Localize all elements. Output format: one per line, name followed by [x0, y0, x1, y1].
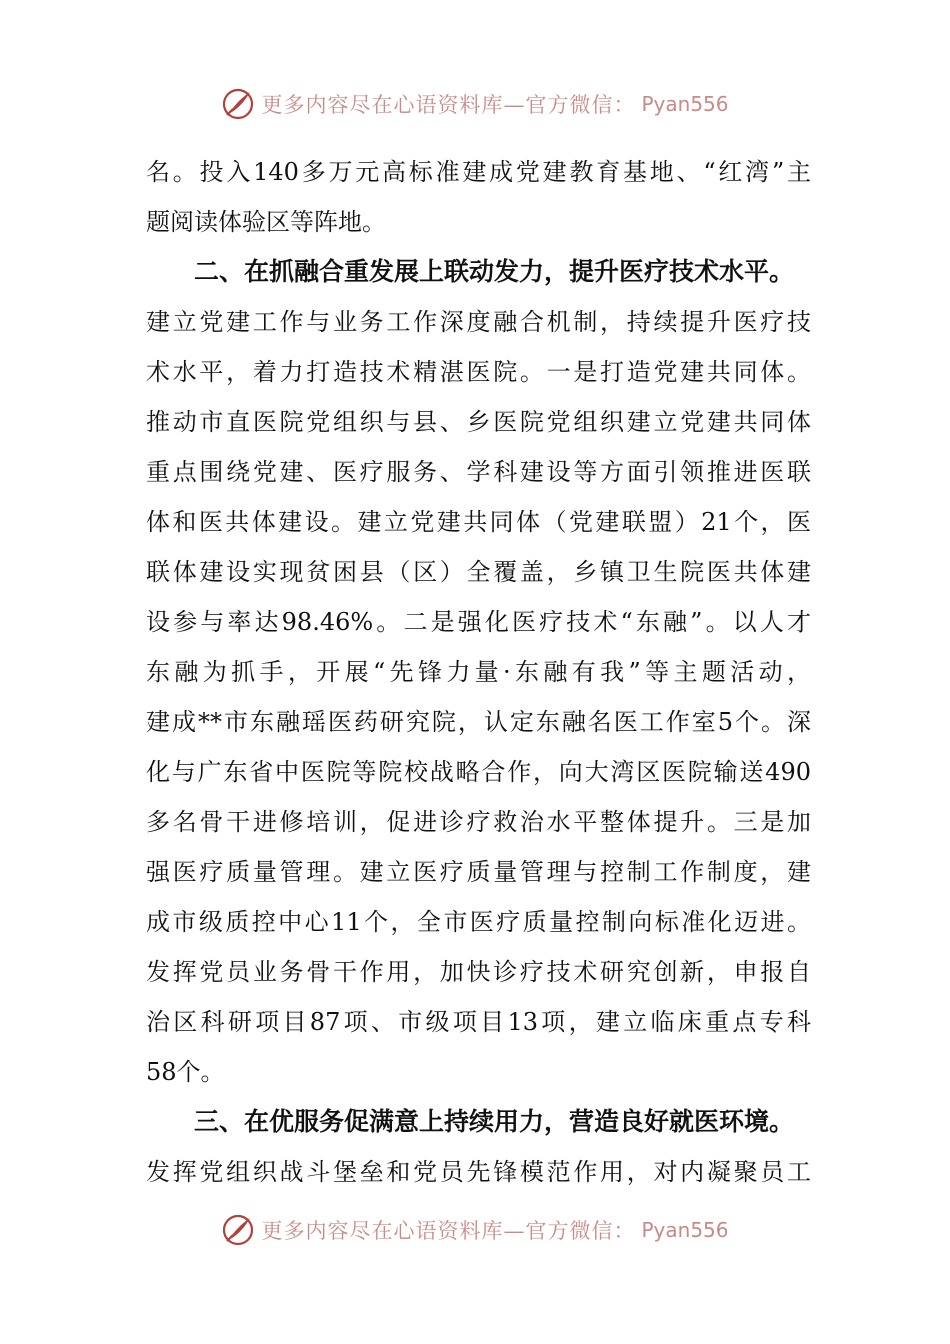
document-body — [146, 147, 811, 1197]
text-line: 重点围绕党建、医疗服务、学科建设等方面引领推进医联 — [146, 458, 811, 486]
watermark-text: 更多内容尽在心语资料库—官方微信： — [261, 93, 636, 117]
text-line: 强医疗质量管理。建立医疗质量管理与控制工作制度，建 — [146, 858, 811, 886]
text-line: 发挥党组织战斗堡垒和党员先锋模范作用，对内凝聚员工 — [146, 1158, 811, 1186]
text-line: 推动市直医院党组织与县、乡医院党组织建立党建共同体 — [146, 408, 811, 436]
text-line: 发挥党员业务骨干作用，加快诊疗技术研究创新，申报自 — [146, 958, 811, 986]
text-line: 题阅读体验区等阵地。 — [146, 208, 386, 236]
text-line: 术水平，着力打造技术精湛医院。一是打造党建共同体。 — [146, 358, 811, 386]
watermark-wechat-id: Pyan556 — [641, 92, 729, 116]
text-line: 58个。 — [146, 1058, 225, 1086]
quill-pen-logo-icon — [221, 1213, 255, 1247]
quill-pen-logo-icon — [221, 87, 255, 121]
watermark-text: 更多内容尽在心语资料库—官方微信： — [261, 1219, 636, 1243]
text-line: 东融为抓手，开展“先锋力量·东融有我”等主题活动， — [146, 658, 811, 686]
text-line: 治区科研项目87项、市级项目13项，建立临床重点专科 — [146, 1008, 811, 1036]
section-heading-2: 二、在抓融合重发展上联动发力，提升医疗技术水平。 — [194, 257, 795, 286]
text-line: 设参与率达98.46%。二是强化医疗技术“东融”。以人才 — [146, 608, 811, 636]
footer-watermark — [0, 1208, 950, 1252]
text-line: 名。投入140多万元高标准建成党建教育基地、“红湾”主 — [146, 158, 811, 186]
section-heading-3: 三、在优服务促满意上持续用力，营造良好就医环境。 — [194, 1107, 795, 1136]
text-line: 成市级质控中心11个，全市医疗质量控制向标准化迈进。 — [146, 908, 811, 936]
text-line: 建立党建工作与业务工作深度融合机制，持续提升医疗技 — [146, 308, 811, 336]
watermark-wechat-id: Pyan556 — [641, 1218, 729, 1242]
text-line: 联体建设实现贫困县（区）全覆盖，乡镇卫生院医共体建 — [146, 558, 811, 586]
text-line: 多名骨干进修培训，促进诊疗救治水平整体提升。三是加 — [146, 808, 811, 836]
text-line: 体和医共体建设。建立党建共同体（党建联盟）21个，医 — [146, 508, 811, 536]
header-watermark — [0, 82, 950, 126]
text-line: 化与广东省中医院等院校战略合作，向大湾区医院输送490 — [146, 758, 811, 786]
text-line: 建成**市东融瑶医药研究院，认定东融名医工作室5个。深 — [146, 708, 811, 736]
